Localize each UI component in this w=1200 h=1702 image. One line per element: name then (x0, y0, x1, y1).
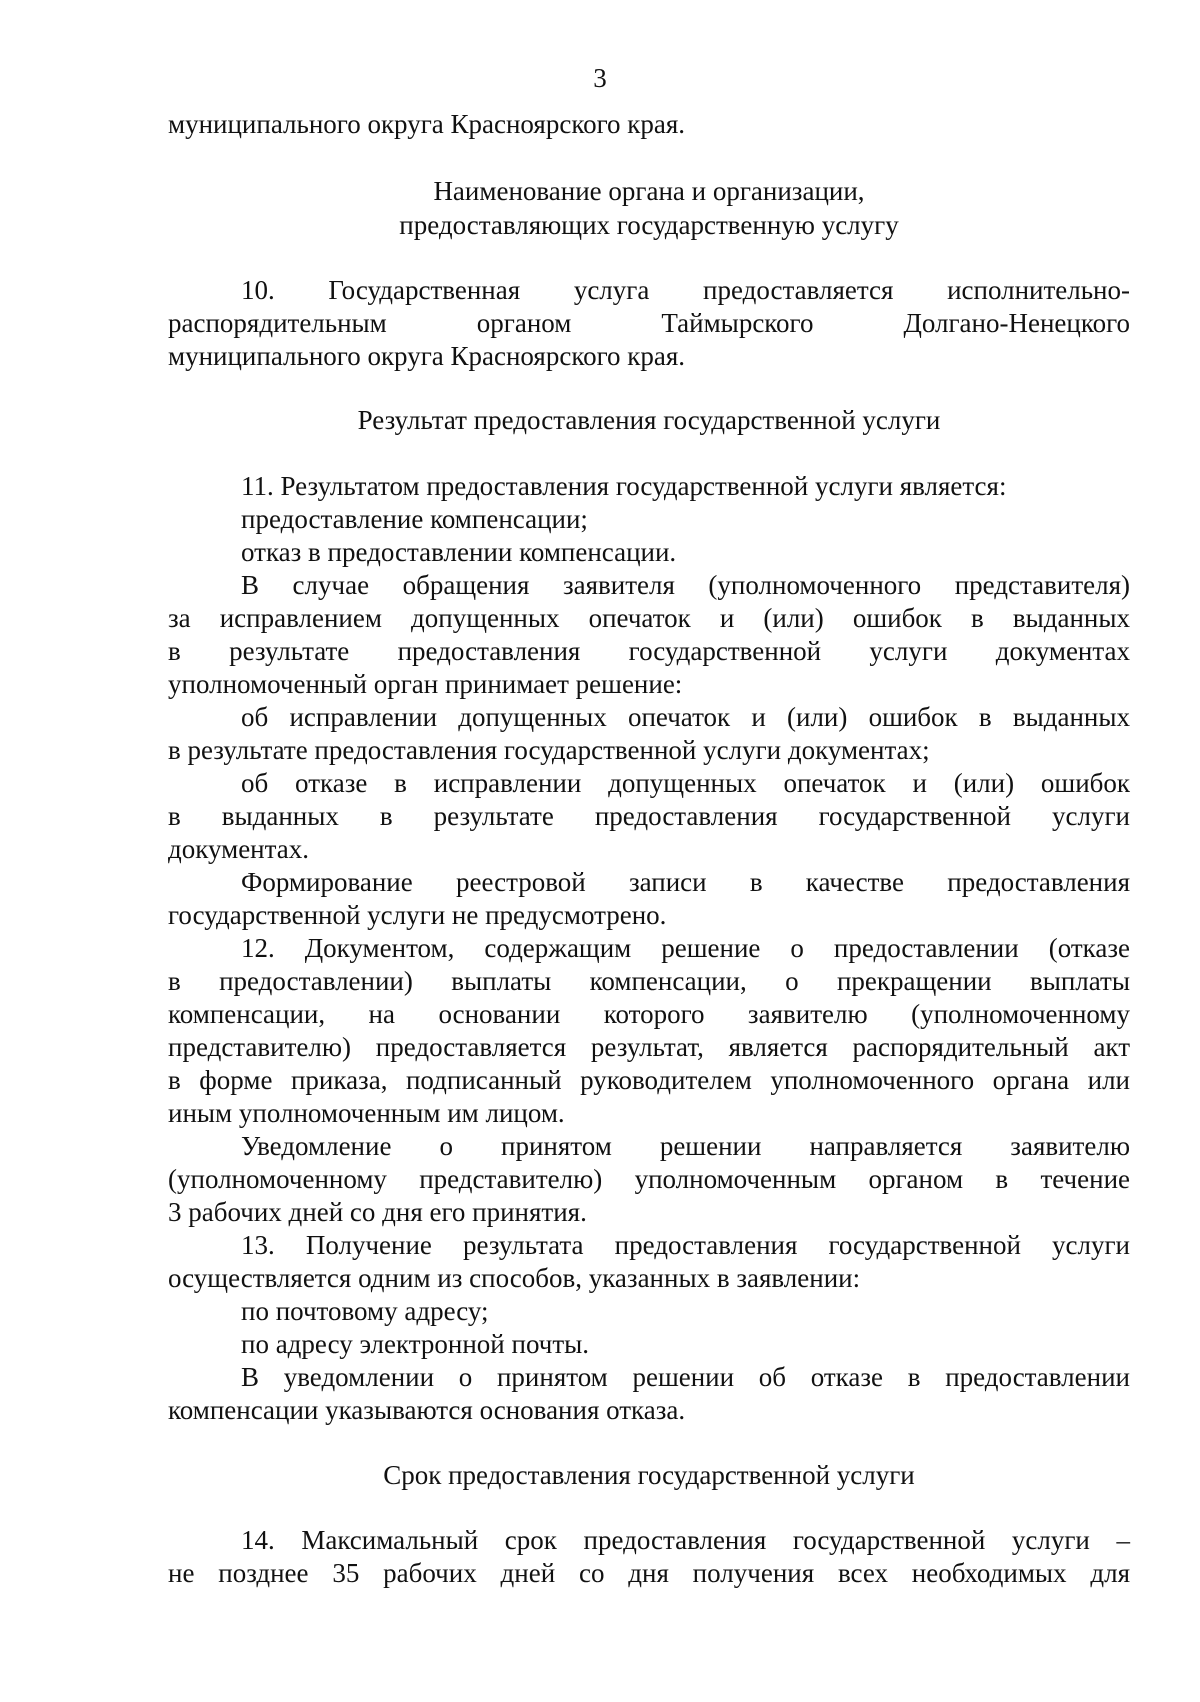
text-line: компенсации указываются основания отказа. (168, 1395, 686, 1425)
text-line: представителю) предоставляется результат, является распорядительный акт (168, 1032, 1130, 1062)
heading-line: Результат предоставления государственной услуги (357, 405, 941, 435)
section-heading-result (168, 404, 1130, 437)
paragraphs-11-13 (168, 470, 1130, 1427)
text-line: В уведомлении о принятом решении об отказе в предоставлении (241, 1362, 1130, 1392)
text-line: по почтовому адресу; (241, 1296, 489, 1326)
page-number: 3 (593, 63, 607, 93)
text-line: 14. Максимальный срок предоставления государственной услуги – (241, 1525, 1130, 1555)
text-line: 3 рабочих дней со дня его принятия. (168, 1197, 587, 1227)
heading-line: Наименование органа и организации, (433, 176, 865, 206)
text-line: уполномоченный орган принимает решение: (168, 669, 683, 699)
text-line: В случае обращения заявителя (уполномоченного представителя) (241, 570, 1130, 600)
heading-line: предоставляющих государственную услугу (399, 210, 899, 240)
text-line: об исправлении допущенных опечаток и (или) ошибок в выданных (241, 702, 1130, 732)
text-line: государственной услуги не предусмотрено. (168, 900, 667, 930)
text-line: компенсации, на основании которого заявителю (уполномоченному (168, 999, 1130, 1029)
text-line: в результате предоставления государственной услуги документах; (168, 735, 930, 765)
text-line: в предоставлении) выплаты компенсации, о прекращении выплаты (168, 966, 1130, 996)
section-heading-authority (168, 174, 1130, 242)
paragraph-14 (168, 1524, 1130, 1590)
text-line: иным уполномоченным им лицом. (168, 1098, 565, 1128)
text-line: в форме приказа, подписанный руководителем уполномоченного органа или (168, 1065, 1130, 1095)
text-line: в выданных в результате предоставления государственной услуги (168, 801, 1130, 831)
text-line: отказ в предоставлении компенсации. (241, 537, 677, 567)
heading-line: Срок предоставления государственной услуги (383, 1460, 915, 1490)
text-line: муниципального округа Красноярского края. (168, 109, 685, 139)
text-line: 12. Документом, содержащим решение о предоставлении (отказе (241, 933, 1130, 963)
text-line: предоставление компенсации; (241, 504, 588, 534)
text-line: 11. Результатом предоставления государственной услуги является: (241, 471, 1007, 501)
text-line: Уведомление о принятом решении направляется заявителю (241, 1131, 1130, 1161)
text-line: в результате предоставления государственной услуги документах (168, 636, 1130, 666)
intro-block (168, 108, 1130, 141)
text-line: не позднее 35 рабочих дней со дня получения всех необходимых для (168, 1558, 1130, 1588)
paragraph-10 (168, 274, 1130, 373)
text-line: об отказе в исправлении допущенных опечаток и (или) ошибок (241, 768, 1130, 798)
text-line: документах. (168, 834, 309, 864)
text-line: муниципального округа Красноярского края. (168, 341, 685, 371)
text-line: за исправлением допущенных опечаток и (или) ошибок в выданных (168, 603, 1130, 633)
text-line: по адресу электронной почты. (241, 1329, 590, 1359)
section-heading-term (168, 1459, 1130, 1492)
text-line: 13. Получение результата предоставления государственной услуги (241, 1230, 1130, 1260)
text-line: (уполномоченному представителю) уполномоченным органом в течение (168, 1164, 1130, 1194)
text-line: Формирование реестровой записи в качестве предоставления (241, 867, 1130, 897)
text-line: осуществляется одним из способов, указанных в заявлении: (168, 1263, 861, 1293)
text-line: 10. Государственная услуга предоставляется исполнительно- (241, 275, 1130, 305)
text-line: распорядительным органом Таймырского Долгано-Ненецкого (168, 308, 1130, 338)
